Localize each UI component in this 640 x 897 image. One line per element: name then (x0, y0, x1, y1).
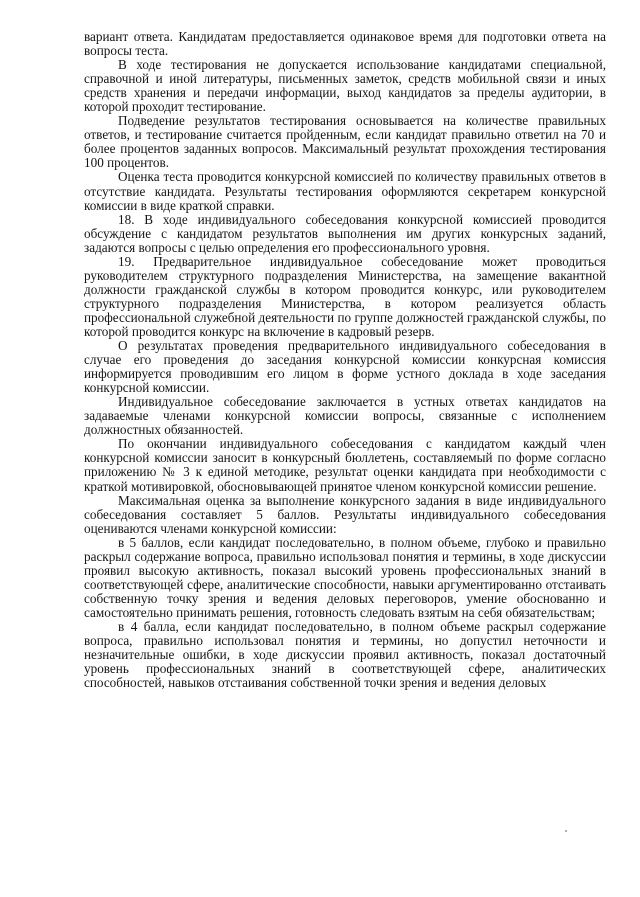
paragraph-score-4: в 4 балла, если кандидат последовательно, в полном объеме раскрыл содержание вопроса, правильно использовал понятия и термины, но допустил неточности и незначительные ошибки, в ходе дискуссии проявил активность, показал достаточный уровень профессиональных знаний в соответствующей сфере, аналитических способностей, навыков отстаивания собственной точки зрения и ведения деловых (84, 618, 606, 691)
paragraph-score-5: в 5 баллов, если кандидат последовательно, в полном объеме, глубоко и правильно раскрыл содержание вопроса, правильно использовал понятия и термины, в ходе дискуссии проявил высокую активность, показал высокий уровень профессиональных знаний в соответствующей сфере, аналитические способности, навыки аргументированно отстаивать собственную точку зрения и ведения деловых переговоров, умение обоснованно и самостоятельно принимать решения, готовность следовать взятым на себя обязательствам; (84, 534, 606, 620)
paragraph-max-score: Максимальная оценка за выполнение конкурсного задания в виде индивидуального собеседования составляет 5 баллов. Результаты индивидуального собеседования оцениваются членами конкурсной комиссии: (84, 492, 606, 536)
paragraph-testing-evaluation: Оценка теста проводится конкурсной комиссией по количеству правильных ответов в отсутствие кандидата. Результаты тестирования оформляются секретарем конкурсной комиссии в виде краткой справки. (84, 169, 606, 213)
paragraph-intro-continuation: вариант ответа. Кандидатам предоставляется одинаковое время для подготовки ответа на вопросы теста. (84, 29, 606, 59)
document-body (84, 30, 606, 690)
paragraph-interview-essence: Индивидуальное собеседование заключается в устных ответах кандидатов на задаваемые членами конкурсной комиссии вопросы, связанные с исполнением должностных обязанностей. (84, 394, 606, 438)
paragraph-preliminary-results: О результатах проведения предварительного индивидуального собеседования в случае его проведения до заседания конкурсной комиссии конкурсная комиссия информируется проводившим его лицом в форме устного доклада в ходе заседания конкурсной комиссии. (84, 338, 606, 396)
paragraph-interview-bulletin: По окончании индивидуального собеседования с кандидатом каждый член конкурсной комиссии заносит в конкурсный бюллетень, составляемый по форме согласно приложению № 3 к единой методике, результат оценки кандидата при необходимости с краткой мотивировкой, обосновывающей принятое членом конкурсной комиссии решение. (84, 436, 606, 494)
paragraph-item-18: 18. В ходе индивидуального собеседования конкурсной комиссией проводится обсуждение с кандидатом результатов выполнения им других конкурсных заданий, задаются вопросы с целью определения его профессионального уровня. (84, 211, 606, 255)
scan-speck (565, 830, 567, 832)
paragraph-item-19: 19. Предварительное индивидуальное собеседование может проводиться руководителем структурного подразделения Министерства, на замещение вакантной должности гражданской службы в котором проводится конкурс, или руководителем структурного подразделения Министерства, в котором реализуется область профессиональной служебной деятельности по группе должностей гражданской службы, по которой проводится конкурс на включение в кадровый резерв. (84, 253, 606, 339)
paragraph-testing-results: Подведение результатов тестирования основывается на количестве правильных ответов, и тестирование считается пройденным, если кандидат правильно ответил на 70 и более процентов заданных вопросов. Максимальный результат прохождения тестирования 100 процентов. (84, 113, 606, 171)
paragraph-testing-restrictions: В ходе тестирования не допускается использование кандидатами специальной, справочной и иной литературы, письменных заметок, средств мобильной связи и иных средств хранения и передачи информации, выход кандидатов за пределы аудитории, в которой проходит тестирование. (84, 57, 606, 115)
